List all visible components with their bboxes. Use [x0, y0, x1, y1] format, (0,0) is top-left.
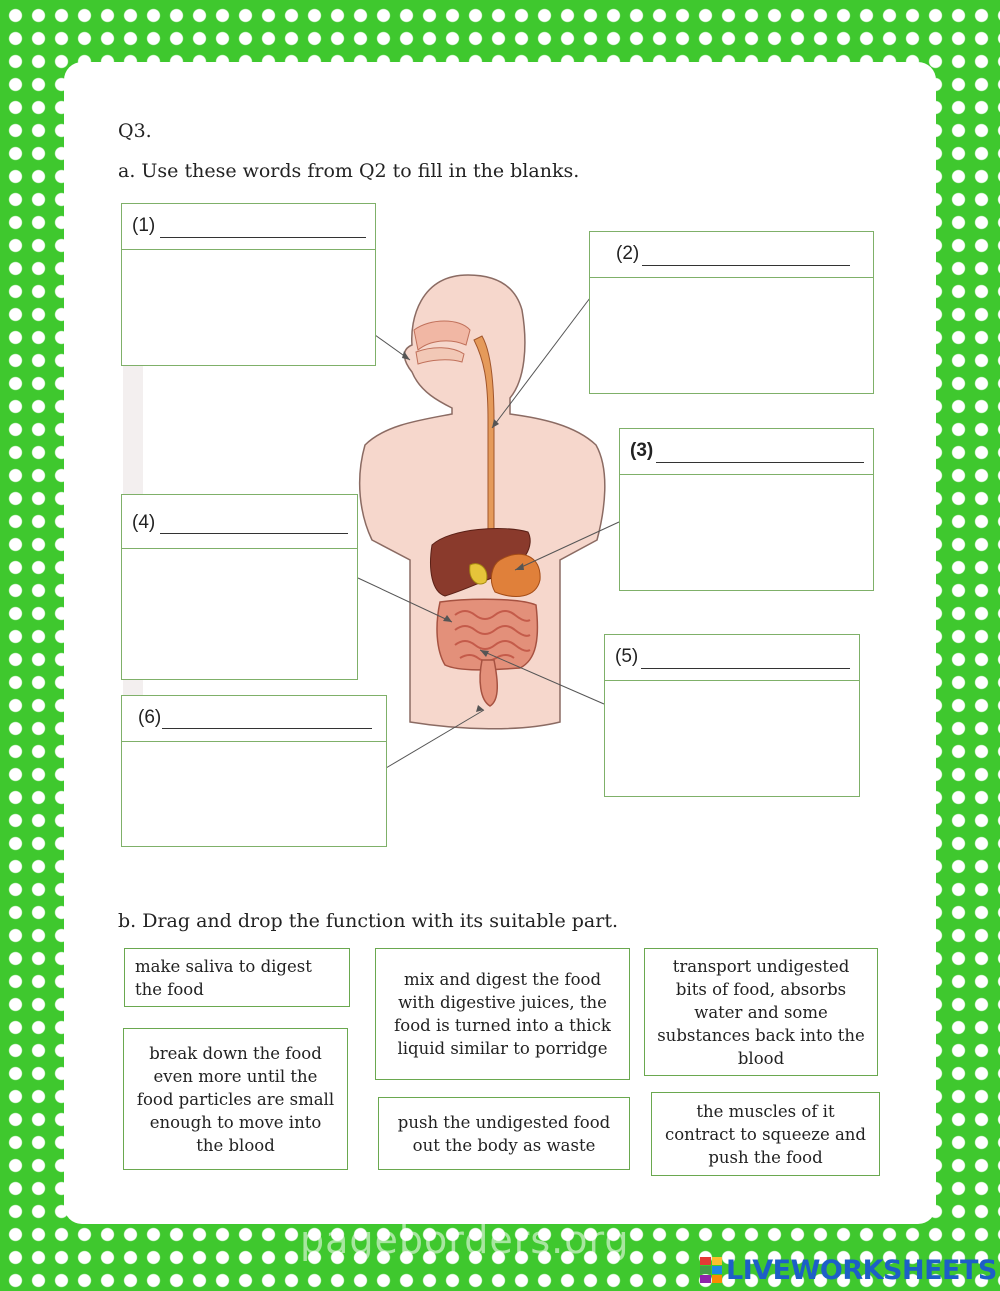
stomach	[491, 554, 540, 596]
label-number-6: (6)	[138, 707, 162, 728]
brand-logo[interactable]	[700, 1255, 997, 1285]
answer-blank-3[interactable]	[656, 462, 864, 463]
function-card-esophagus[interactable]: the muscles of it contract to squeeze and push the food	[651, 1092, 880, 1176]
label-box-5-header	[605, 635, 859, 681]
instruction-a: a. Use these words from Q2 to fill in the blanks.	[118, 160, 580, 182]
function-card-large-intestine[interactable]: transport undigested bits of food, absorbs water and some substances back into the blood	[644, 948, 878, 1076]
label-box-2	[589, 231, 874, 394]
label-number-3: (3)	[630, 440, 654, 461]
label-box-4	[121, 494, 358, 680]
function-card-stomach[interactable]: mix and digest the food with digestive juices, the food is turned into a thick liquid similar to porridge	[375, 948, 630, 1080]
liveworksheets-logo-icon	[700, 1257, 722, 1283]
label-number-5: (5)	[615, 646, 639, 667]
function-card-small-intestine[interactable]: break down the food even more until the food particles are small enough to move into the blood	[123, 1028, 348, 1170]
function-card-saliva[interactable]: make saliva to digest the food	[124, 948, 350, 1007]
answer-blank-5[interactable]	[641, 668, 850, 669]
label-box-5	[604, 634, 860, 797]
watermark-text: pageborders.org	[300, 1218, 630, 1262]
label-box-1-header	[122, 204, 375, 250]
answer-blank-1[interactable]	[160, 237, 366, 238]
answer-blank-6[interactable]	[162, 728, 372, 729]
question-label: Q3.	[118, 120, 152, 142]
instruction-b: b. Drag and drop the function with its suitable part.	[118, 910, 619, 932]
drop-zone-5[interactable]	[605, 681, 859, 796]
label-box-3	[619, 428, 874, 591]
drop-zone-1[interactable]	[122, 250, 375, 365]
label-number-4: (4)	[132, 512, 156, 533]
drop-zone-3[interactable]	[620, 475, 873, 590]
label-box-6-header	[122, 696, 386, 742]
label-box-1	[121, 203, 376, 366]
label-number-2: (2)	[616, 243, 640, 264]
label-box-6	[121, 695, 387, 847]
label-number-1: (1)	[132, 215, 156, 236]
function-card-rectum[interactable]: push the undigested food out the body as waste	[378, 1097, 630, 1170]
answer-blank-4[interactable]	[160, 533, 348, 534]
drop-zone-2[interactable]	[590, 278, 873, 393]
answer-blank-2[interactable]	[642, 265, 850, 266]
label-box-3-header	[620, 429, 873, 475]
drop-zone-4[interactable]	[122, 549, 357, 679]
label-box-4-header	[122, 495, 357, 549]
drop-zone-6[interactable]	[122, 742, 386, 846]
label-box-2-header	[590, 232, 873, 278]
brand-name: LIVEWORKSHEETS	[726, 1254, 997, 1286]
